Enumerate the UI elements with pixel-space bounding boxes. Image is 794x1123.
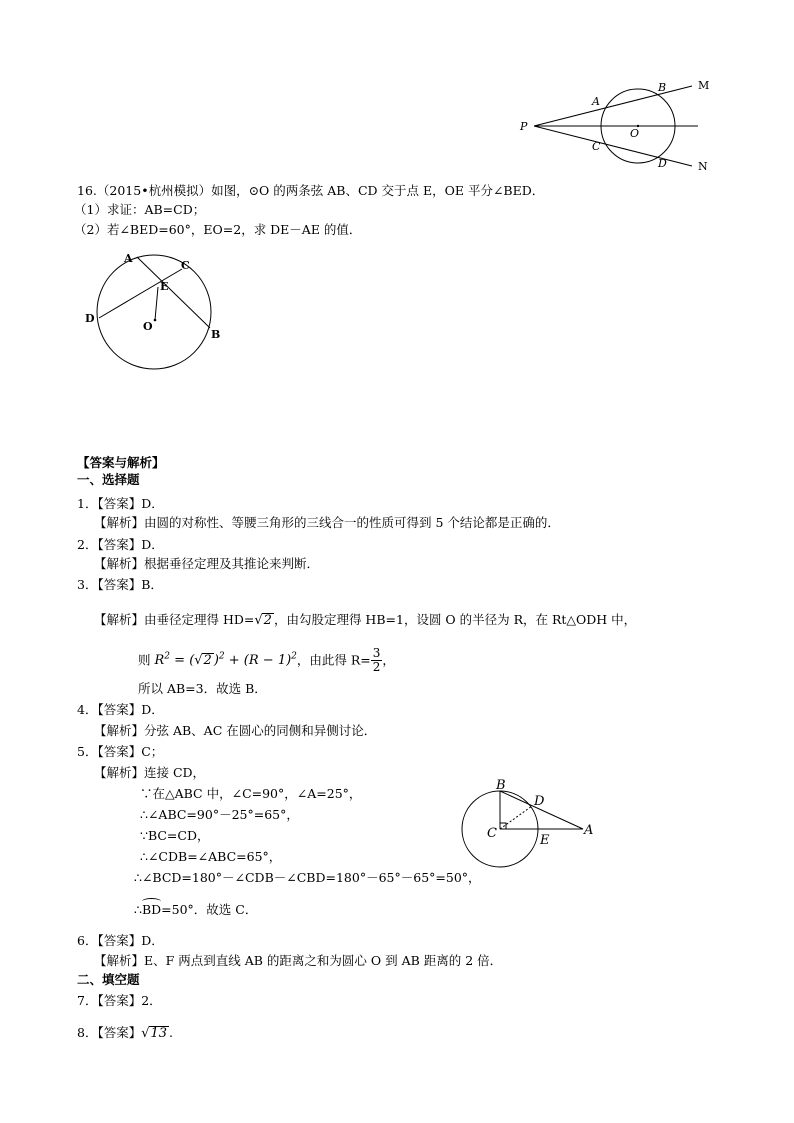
answer-7: 7．【答案】2． <box>77 993 162 1008</box>
explain-4: 【解析】分弦 AB、AC 在圆心的同侧和异侧讨论． <box>94 723 377 738</box>
q16-label-d: D <box>85 312 95 325</box>
q5-label-d: D <box>534 794 545 809</box>
explain-5: 【解析】连接 CD， <box>94 765 206 780</box>
q16-label-c: C <box>181 259 190 272</box>
label-a: A <box>592 95 600 108</box>
explain-5-step1: ∵在△ABC 中，∠C=90°，∠A=25°， <box>140 786 362 801</box>
explain-3-line3: 所以 AB=3．故选 B． <box>138 681 267 696</box>
q5-label-b: B <box>496 778 506 793</box>
q5-label-a: A <box>584 823 594 838</box>
explain-2: 【解析】根据垂径定理及其推论来判断． <box>94 556 320 571</box>
answer-4: 4．【答案】D． <box>77 702 164 717</box>
explain-3-line2: 则 $R^2 = (√2$ )$^2 + (R - 1)^2$，由此得 R= $\frac{3}{2}$ ， <box>138 646 395 675</box>
q16-center-o <box>154 319 157 322</box>
answer-6: 6．【答案】D． <box>77 933 164 948</box>
answer-2: 2．【答案】D． <box>77 537 164 552</box>
equation-r-squared: $R^2 = (√2$ )$^2 + (R - 1)^2$ <box>154 652 297 669</box>
seg-cd <box>500 806 532 829</box>
label-n: N <box>698 160 708 173</box>
secant-line-pm <box>534 86 692 126</box>
explain-1: 【解析】由圆的对称性、等腰三角形的三线合一的性质可得到 5 个结论都是正确的． <box>94 515 560 530</box>
label-c: C <box>592 140 601 153</box>
explain-3-line1: 【解析】由垂径定理得 HD=√2 ，由勾股定理得 HB=1，设圆 O 的半径为 R，在 Rt△ODH 中， <box>94 612 637 628</box>
q16-label-e: E <box>160 280 169 293</box>
explain-5-step6: ∴BD=50°．故选 C． <box>134 902 258 917</box>
secant-figure <box>512 78 722 178</box>
explain-5-step3: ∵BC=CD， <box>140 828 210 843</box>
q5-label-c: C <box>487 826 497 841</box>
label-o: O <box>630 127 640 140</box>
answer-1: 1．【答案】D． <box>77 496 164 511</box>
explain-5-step2: ∴∠ABC=90°－25°=65°， <box>140 807 299 822</box>
q16-statement: 16.（2015•杭州模拟）如图，⊙O 的两条弦 AB、CD 交于点 E，OE 平分∠BED． <box>77 183 545 198</box>
explain-6: 【解析】E、F 两点到直线 AB 的距离之和为圆心 O 到 AB 距离的 2 倍． <box>94 953 503 968</box>
q16-label-o: O <box>143 320 153 333</box>
answer-8: 8．【答案】√13 . <box>77 1025 174 1041</box>
explain-5-step5: ∴∠BCD=180°－∠CDB－∠CBD=180°－65°－65°=50°， <box>134 870 481 885</box>
q16-part1: （1）求证：AB=CD； <box>74 202 206 217</box>
explain-5-step4: ∴∠CDB=∠ABC=65°， <box>140 849 282 864</box>
q16-figure <box>80 252 230 377</box>
q5-figure <box>458 776 608 876</box>
section-fill-heading: 二、填空题 <box>77 972 140 987</box>
arc-bd: BD <box>141 902 162 917</box>
label-m: M <box>698 79 710 92</box>
q16-part2: （2）若∠BED=60°，EO=2，求 DE－AE 的值． <box>74 222 362 237</box>
answer-5: 5．【答案】C； <box>77 744 164 759</box>
sqrt-two: √2 <box>254 613 272 628</box>
chord-cd <box>99 269 182 318</box>
fraction-three-halves: $\frac{3}{2}$ <box>372 646 381 675</box>
secant-line-pn <box>534 126 692 166</box>
q16-label-a: A <box>124 252 133 265</box>
q5-label-e: E <box>540 833 550 848</box>
label-d: D <box>658 157 667 170</box>
chord-ab <box>137 257 210 328</box>
q16-label-b: B <box>211 328 221 341</box>
label-p: P <box>520 120 528 133</box>
segment-oe <box>155 287 158 320</box>
sqrt-thirteen: √13 <box>141 1026 168 1041</box>
label-b: B <box>658 81 667 94</box>
answer-3: 3．【答案】B． <box>77 577 163 592</box>
section-choice-heading: 一、选择题 <box>77 472 140 487</box>
answers-title: 【答案与解析】 <box>77 455 165 470</box>
